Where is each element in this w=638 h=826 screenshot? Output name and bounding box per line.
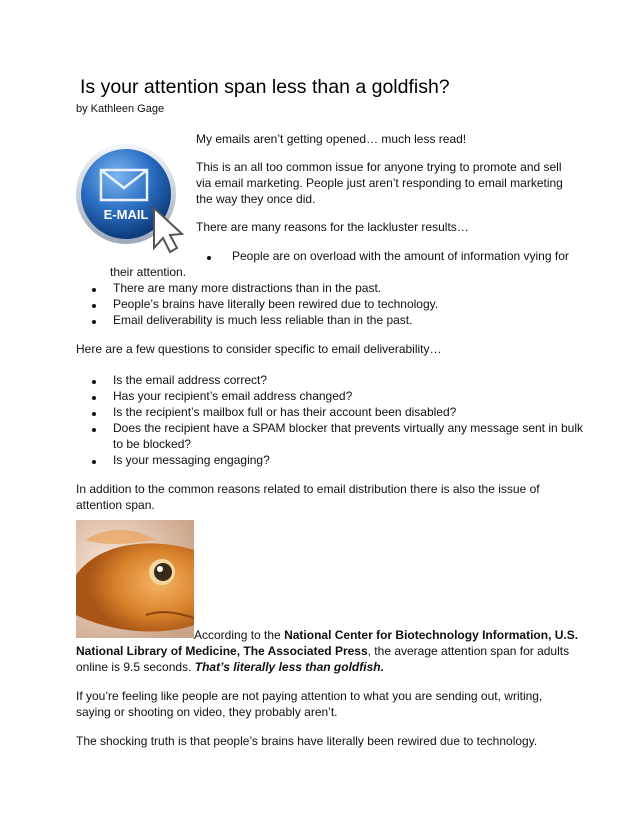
email-icon (74, 140, 186, 256)
bullet-dot (92, 412, 96, 416)
questions-intro: Here are a few questions to consider specific to email deliverability… (76, 342, 442, 356)
bullet-dot (92, 380, 96, 384)
byline: by Kathleen Gage (76, 103, 165, 115)
closing-paragraph: The shocking truth is that people’s brains have literally been rewired due to technology. (76, 734, 538, 748)
bullet-dot (92, 428, 96, 432)
intro-heading: My emails aren’t getting opened… much less read! (196, 132, 467, 146)
question-item: Does the recipient have a SPAM blocker that prevents virtually any message sent in bulk (113, 421, 584, 435)
goldfish-image (76, 520, 194, 638)
intro-line-3: the way they once did. (196, 192, 316, 206)
question-item: Is the email address correct? (113, 373, 268, 387)
article-title: Is your attention span less than a goldfish? (80, 76, 450, 98)
citation-emphasis: That’s literally less than goldfish. (194, 660, 384, 674)
bullet-dot (207, 256, 211, 260)
reason-item: Email deliverability is much less reliable than in the past. (113, 313, 413, 327)
email-icon-label: E-MAIL (103, 207, 149, 222)
question-item: Has your recipient’s email address changed? (113, 389, 353, 403)
intro-line-1: This is an all too common issue for anyone trying to promote and sell (196, 160, 562, 174)
citation-prefix: According to the (194, 628, 285, 642)
attention-line-1: In addition to the common reasons related to email distribution there is also the issue of (76, 482, 540, 496)
reason-item-cont: their attention. (110, 265, 187, 279)
citation-line3: online is 9.5 seconds. (76, 660, 195, 674)
bullet-dot (92, 460, 96, 464)
citation-source-b: National Library of Medicine, The Associated Press (76, 644, 368, 658)
reasons-intro: There are many reasons for the lackluster results… (196, 220, 469, 234)
question-item-cont: to be blocked? (113, 437, 192, 451)
citation-mid: , the average attention span for adults (367, 644, 570, 658)
bullet-dot (92, 288, 96, 292)
feeling-line-1: If you’re feeling like people are not paying attention to what you are sending out, writing, (76, 689, 543, 703)
citation-line-3 (76, 659, 384, 675)
bullet-dot (92, 304, 96, 308)
question-item: Is the recipient’s mailbox full or has their account been disabled? (113, 405, 457, 419)
question-item: Is your messaging engaging? (113, 453, 270, 467)
feeling-line-2: saying or shooting on video, they probably aren’t. (76, 705, 338, 719)
reason-item: People are on overload with the amount of information vying for (232, 249, 569, 263)
reason-item: People’s brains have literally been rewired due to technology. (113, 297, 439, 311)
citation-line-2 (76, 643, 569, 659)
attention-line-2: attention span. (76, 498, 155, 512)
bullet-dot (92, 396, 96, 400)
citation-source-a: National Center for Biotechnology Information, U.S. (284, 628, 579, 642)
bullet-dot (92, 320, 96, 324)
reason-item: There are many more distractions than in the past. (113, 281, 382, 295)
citation-line-1 (194, 627, 578, 643)
intro-line-2: via email marketing. People just aren’t responding to email marketing (196, 176, 563, 190)
